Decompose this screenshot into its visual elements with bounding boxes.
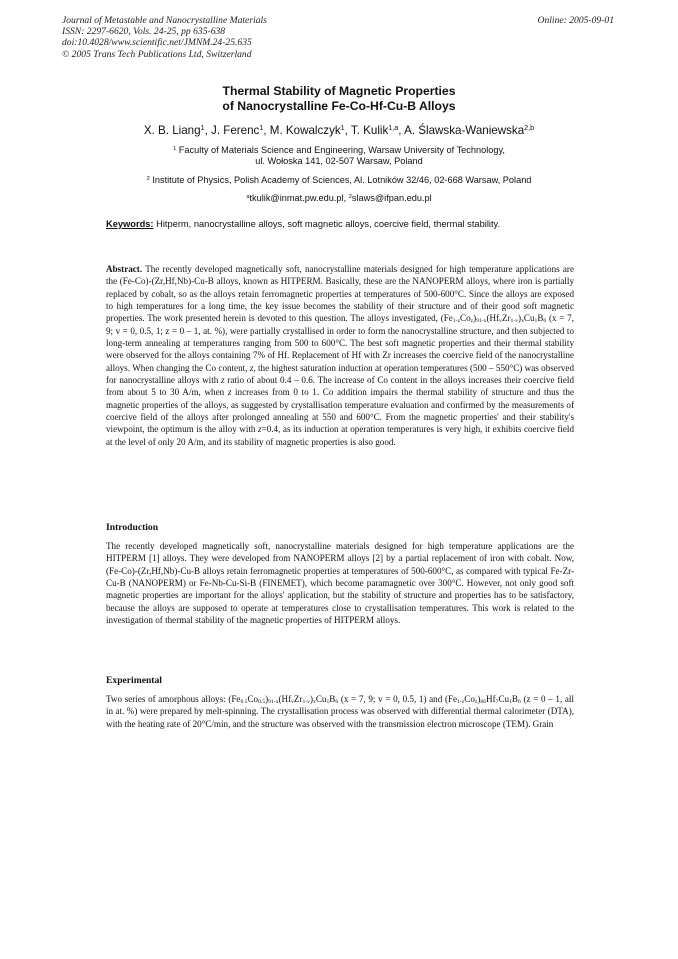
email-mark: 2	[348, 193, 352, 200]
journal-line: © 2005 Trans Tech Publications Ltd, Switzerland	[62, 48, 252, 60]
affil-text: Institute of Physics, Polish Academy of Sciences, Al. Lotników 32/46, 02-668 Warsaw, Poland	[152, 175, 532, 185]
keywords	[106, 219, 500, 229]
journal-line: doi:10.4028/www.scientific.net/JMNM.24-25.635	[62, 37, 252, 49]
keywords-text: Hitperm, nanocrystalline alloys, soft magnetic alloys, coercive field, thermal stability.	[156, 219, 501, 229]
affil-text: Faculty of Materials Science and Engineering, Warsaw University of Technology,	[178, 145, 505, 155]
journal-line: ISSN: 2297-6620, Vols. 24-25, pp 635-638	[62, 26, 226, 38]
author-name: J. Ferenc	[211, 124, 260, 137]
author-name: A. Ślawska-Waniewska	[404, 124, 525, 137]
alloy-formula: $(Fe_{0.5}Co_{0.5})_{91-x}(Hf_vZr_{1-v})_xCu_1B_6$	[228, 694, 339, 706]
variable-z: z	[227, 387, 232, 398]
author-list: X. B. Liang$^1$, J. Ferenc$^1$, M. Kowalczyk$^1$, T. Kulik$^{1,a}$, A. Ślawska-Waniewska$^{2,b}$	[143, 123, 535, 137]
author-name: T. Kulik	[350, 124, 389, 137]
abstract-text: increases from 0 to 1. Co addition impairs the thermal stability of structure and thus the magnetic properties of the alloys, as suggested by crystallisation temperature evaluation and confirmed by the measurements of coercive field of the alloys after prolonged annealing at 550 and 600°C. From the magnetic properties' and their stability's viewpoint, the optimum is the alloy with	[106, 387, 574, 435]
title-line: of Nanocrystalline Fe-Co-Hf-Cu-B Alloys	[222, 99, 456, 113]
variable-z: z	[258, 424, 262, 435]
section-heading-experimental: Experimental	[106, 675, 162, 686]
email-line	[0, 193, 678, 204]
paragraph-text: (x = 7, 9; v = 0, 0.5, 1) and	[340, 694, 443, 704]
abstract	[106, 263, 574, 448]
introduction-text	[106, 540, 574, 626]
variable-z: z	[221, 375, 225, 386]
paper-title	[0, 84, 678, 114]
author-name: X. B. Liang	[143, 124, 201, 137]
abstract-text: =0.4, as its induction at operation temperatures is very high, it exhibits coercive field at the level of only 20 A/m, and its stability of magnetic properties is also good.	[106, 424, 574, 447]
alloy-formula: $(Fe_{1-z}Co_z)_{86}Hf_7Cu_1B_6$	[444, 694, 521, 706]
affil-mark: 2	[146, 175, 150, 182]
affiliation-2	[0, 175, 678, 186]
journal-info	[62, 15, 267, 60]
affiliation-1	[0, 145, 678, 167]
author-affil-mark: 1	[340, 123, 345, 133]
section-heading-introduction: Introduction	[106, 522, 159, 533]
abstract-text: The recently developed magnetically soft, nanocrystalline materials designed for high temperature applications are the (Fe-Co)-(Zr,Hf,Nb)-Cu-B alloys, known as HITPERM. Basically, these are the NANOPERM alloys, where iron is partially replaced by cobalt, so as the alloys retain ferromagnetic properties at temperatures of 500-600°C. Since the alloys are exposed to high temperatures for a long time, the key issue becomes the stability of their structure and of their good soft magnetic properties. The work presented herein is devoted to this question. The alloys investigated,	[106, 264, 574, 324]
paragraph-text: Two series of amorphous alloys:	[106, 694, 226, 704]
title-line: Thermal Stability of Magnetic Properties	[222, 84, 456, 98]
author-affil-mark: 1	[200, 123, 205, 133]
paragraph-text: (z = 0 – 1, all in at. %) were prepared by melt-spinning. The crystallisation process was observed with differential thermal calorimeter (DTA), with the heating rate of 20°C/min, and the structure was observed with the transmission electron microscope (TEM). Grain	[106, 694, 574, 729]
affil-text: ul. Wołoska 141, 02-507 Warsaw, Poland	[255, 156, 423, 166]
abstract-text: (x = 7, 9; v = 0, 0.5, 1; z = 0 – 1, at. %), were partially crystallised in order to form the nanocrystalline structure, and then subjected to long-term annealing at temperatures ranging from 500 to 600°C. The best soft magnetic properties and their thermal stability were observed for the alloys containing 7% of Hf. Replacement of Hf with Zr increases the coercive field of the nanocrystalline alloys. When changing the Co content,	[106, 313, 574, 373]
author-affil-mark: 1,a	[388, 123, 399, 133]
affil-mark: 1	[173, 145, 177, 152]
abstract-label: Abstract.	[106, 264, 143, 274]
abstract-text: ratio of about 0.4 – 0.6. The increase of Co content in the alloys increases their coercive field from about 5 to 30 A/m, when	[106, 375, 574, 398]
email-mark: a	[246, 193, 250, 200]
abstract-text: , the highest saturation induction at operation temperatures (500 – 550°C) was observed for nanocrystalline alloys with	[106, 362, 574, 386]
author-affil-mark: 1	[259, 123, 264, 133]
email-address[interactable]: slaws@ifpan.edu.pl	[351, 193, 432, 203]
experimental-text	[106, 693, 574, 730]
alloy-formula: $(Fe_{1-z}Co_z)_{91-x}(Hf_vZr_{1-v})_xCu_1B_6$	[440, 313, 547, 325]
keywords-label: Keywords:	[106, 219, 154, 229]
variable-z: z	[249, 362, 254, 373]
paragraph: The recently developed magnetically soft, nanocrystalline materials designed for high temperature applications are the HITPERM [1] alloys. They were developed from NANOPERM alloys [2] by a partial replacement of iron with cobalt. Now, (Fe-Co)-(Zr,Hf,Nb)-Cu-B alloys retain ferromagnetic properties at temperatures of 500-600°C, as compared with typical Fe-Zr-Cu-B (NANOPERM) or Fe-Nb-Cu-Si-B (FINEMET), which become paramagnetic over 300°C. However, not only good soft magnetic properties are important for the alloys' application, but the stability of structure and properties has to be satisfactory, because the alloys are supposed to operate at temperatures close to crystallisation temperatures. This work is related to the investigation of thermal stability of the magnetic properties of HITPERM alloys.	[106, 541, 574, 626]
journal-line: Journal of Metastable and Nanocrystalline Materials	[62, 15, 267, 26]
author-name: M. Kowalczyk	[269, 124, 341, 137]
email-address[interactable]: tkulik@inmat.pw.edu.pl,	[249, 193, 347, 203]
online-date: Online: 2005-09-01	[537, 15, 614, 26]
author-affil-mark: 2,b	[524, 123, 535, 133]
